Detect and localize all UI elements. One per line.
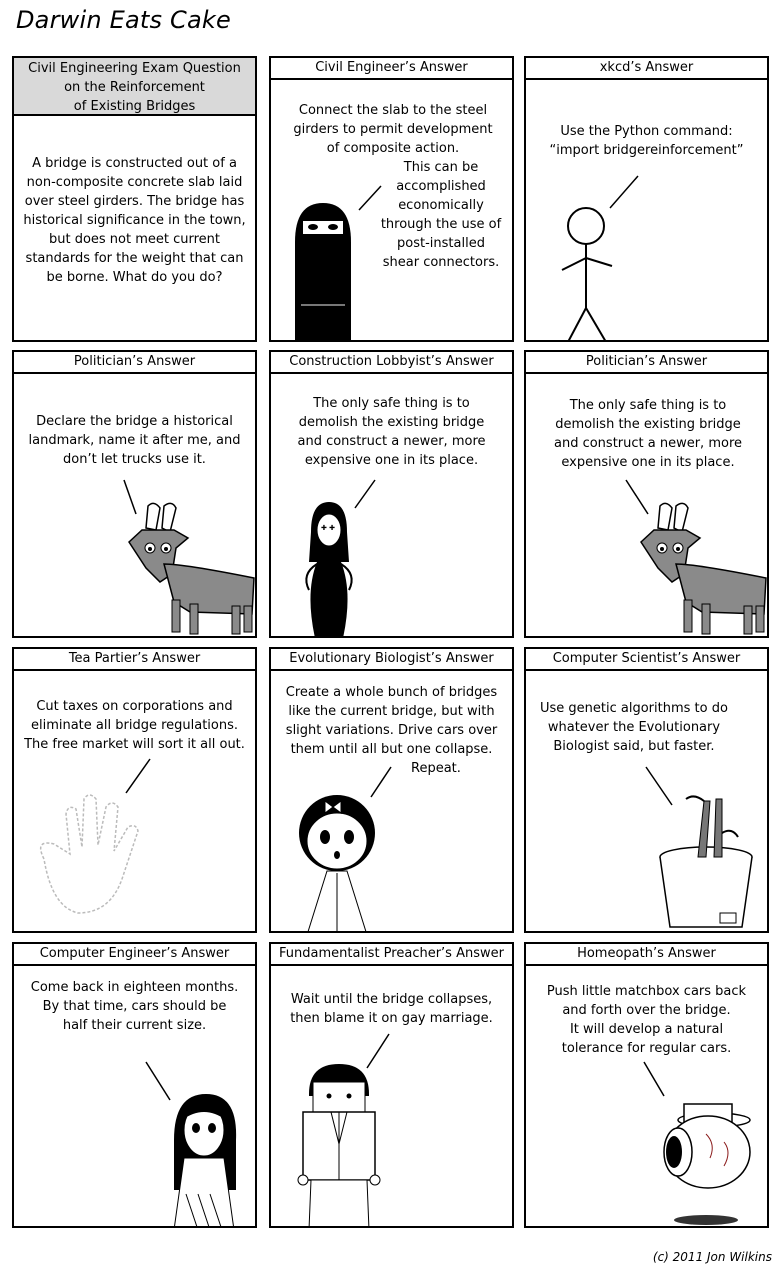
header-line: Civil Engineering Exam Question bbox=[28, 61, 241, 76]
text-line: “import bridgereinforcement” bbox=[549, 143, 744, 158]
text-line: Create a whole bunch of bridges bbox=[285, 685, 498, 700]
panel-politician bbox=[12, 350, 257, 638]
panel-computer-engineer bbox=[12, 942, 257, 1228]
text-line: Biologist said, but faster. bbox=[553, 739, 715, 754]
preacher-figure bbox=[271, 944, 514, 1228]
goat bbox=[14, 352, 257, 638]
text-line: like the current bridge, but with bbox=[288, 704, 495, 719]
text-line: and forth over the bridge. bbox=[562, 1003, 731, 1018]
text-line: accomplished bbox=[396, 179, 486, 194]
text-line: Declare the bridge a historical bbox=[36, 414, 233, 429]
panel-xkcd bbox=[524, 56, 769, 342]
potted-plant bbox=[526, 649, 769, 933]
invisible-hand bbox=[14, 649, 257, 933]
text-line: whatever the Evolutionary bbox=[547, 720, 721, 735]
text-line: them until all but one collapse. bbox=[290, 742, 493, 757]
engineer-woman bbox=[14, 944, 257, 1228]
panel-header: Computer Engineer’s Answer bbox=[14, 944, 255, 966]
eyeball-with-hat bbox=[526, 944, 769, 1228]
panel-computer-scientist bbox=[524, 647, 769, 933]
text-line: don’t let trucks use it. bbox=[63, 452, 206, 467]
text-line: through the use of bbox=[380, 217, 502, 232]
panel-construction-lobbyist bbox=[269, 350, 514, 638]
text-line: of composite action. bbox=[326, 141, 460, 156]
text-line: tolerance for regular cars. bbox=[561, 1041, 732, 1056]
text-line: but does not meet current bbox=[48, 232, 221, 247]
text-line: post-installed bbox=[397, 236, 485, 251]
text-line: eliminate all bridge regulations. bbox=[30, 718, 239, 733]
header-line: of Existing Bridges bbox=[73, 99, 196, 114]
panel-politician-2 bbox=[524, 350, 769, 638]
comic-title: Darwin Eats Cake bbox=[16, 6, 231, 34]
text-line: A bridge is constructed out of a bbox=[32, 156, 237, 171]
text-line: The only safe thing is to bbox=[313, 396, 470, 411]
panel-header: Homeopath’s Answer bbox=[526, 944, 767, 966]
text-line: The only safe thing is to bbox=[569, 398, 727, 413]
text-line: Connect the slab to the steel bbox=[298, 103, 488, 118]
text-line: slight variations. Drive cars over bbox=[285, 723, 498, 738]
panel-civil-engineer bbox=[269, 56, 514, 342]
text-line: non-composite concrete slab laid bbox=[26, 175, 243, 190]
biologist-girl bbox=[271, 649, 514, 933]
text-line: By that time, cars should be bbox=[42, 999, 227, 1014]
text-line: and construct a newer, more bbox=[297, 434, 486, 449]
text-line: It will develop a natural bbox=[569, 1022, 724, 1037]
text-line: standards for the weight that can bbox=[25, 251, 244, 266]
text-line: This can be bbox=[403, 160, 479, 175]
text-line: Push little matchbox cars back bbox=[546, 984, 747, 999]
text-line: historical significance in the town, bbox=[23, 213, 246, 228]
goat bbox=[526, 352, 769, 638]
niqab-figure bbox=[271, 58, 514, 342]
panel-header: xkcd’s Answer bbox=[526, 58, 767, 80]
stick-figure bbox=[526, 58, 769, 342]
text-line: be borne. What do you do? bbox=[46, 270, 223, 285]
panel-tea-partier bbox=[12, 647, 257, 933]
text-line: Repeat. bbox=[411, 761, 461, 776]
text-line: girders to permit development bbox=[293, 122, 493, 137]
panel-fundamentalist-preacher bbox=[269, 942, 514, 1228]
text-line: landmark, name it after me, and bbox=[28, 433, 241, 448]
text-line: expensive one in its place. bbox=[304, 453, 479, 468]
panel-header: Politician’s Answer bbox=[14, 352, 255, 374]
text-line: Use genetic algorithms to do bbox=[540, 701, 728, 716]
text-line: Wait until the bridge collapses, bbox=[290, 992, 493, 1007]
text-line: Come back in eighteen months. bbox=[30, 980, 239, 995]
copyright-credit: (c) 2011 Jon Wilkins bbox=[652, 1250, 772, 1264]
panel-header: Construction Lobbyist’s Answer bbox=[271, 352, 512, 374]
text-line: The free market will sort it all out. bbox=[24, 737, 245, 752]
text-line: over steel girders. The bridge has bbox=[24, 194, 245, 209]
question-text bbox=[14, 154, 255, 287]
woman-in-black-dress bbox=[271, 352, 514, 638]
text-line: Use the Python command: bbox=[560, 124, 733, 139]
panel-header: Civil Engineer’s Answer bbox=[271, 58, 512, 80]
panel-header: Fundamentalist Preacher’s Answer bbox=[271, 944, 512, 966]
text-line: and construct a newer, more bbox=[553, 436, 742, 451]
panel-header bbox=[14, 58, 255, 116]
panel-header: Evolutionary Biologist’s Answer bbox=[271, 649, 512, 671]
panel-homeopath bbox=[524, 942, 769, 1228]
text-line: expensive one in its place. bbox=[561, 455, 735, 470]
panel-header: Computer Scientist’s Answer bbox=[526, 649, 767, 671]
text-line: demolish the existing bridge bbox=[555, 417, 741, 432]
panel-evolutionary-biologist bbox=[269, 647, 514, 933]
panel-exam-question bbox=[12, 56, 257, 342]
panel-header: Tea Partier’s Answer bbox=[14, 649, 255, 671]
text-line: shear connectors. bbox=[382, 255, 500, 270]
panel-header: Politician’s Answer bbox=[526, 352, 767, 374]
header-line: on the Reinforcement bbox=[64, 80, 205, 95]
svg-text:✚ ✚: ✚ ✚ bbox=[321, 524, 335, 532]
text-line: economically bbox=[398, 198, 484, 213]
text-line: half their current size. bbox=[62, 1018, 207, 1033]
text-line: Cut taxes on corporations and bbox=[36, 699, 233, 714]
text-line: then blame it on gay marriage. bbox=[290, 1011, 493, 1026]
text-line: demolish the existing bridge bbox=[298, 415, 485, 430]
